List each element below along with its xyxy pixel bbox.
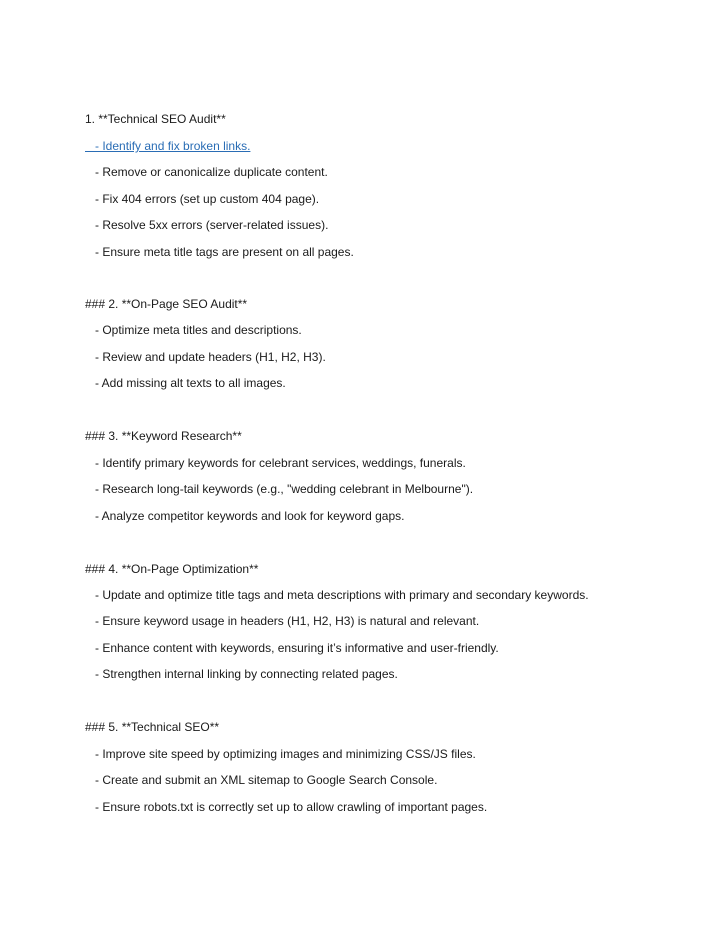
list-item: - Resolve 5xx errors (server-related issues). — [85, 218, 329, 232]
list-item: - Enhance content with keywords, ensuring it’s informative and user-friendly. — [85, 641, 499, 655]
list-item: - Identify primary keywords for celebrant services, weddings, funerals. — [85, 456, 466, 470]
list-item: - Analyze competitor keywords and look for keyword gaps. — [85, 509, 405, 523]
section-heading-on-page-optimization: ### 4. **On-Page Optimization** — [85, 562, 259, 576]
list-item: - Review and update headers (H1, H2, H3). — [85, 350, 326, 364]
section-heading-technical-seo: ### 5. **Technical SEO** — [85, 720, 220, 734]
list-item: - Remove or canonicalize duplicate content. — [85, 165, 328, 179]
link-identify-broken-links[interactable]: - Identify and fix broken links. — [85, 139, 251, 153]
list-item: - Improve site speed by optimizing images and minimizing CSS/JS files. — [85, 747, 476, 761]
list-item: - Ensure robots.txt is correctly set up to allow crawling of important pages. — [85, 800, 488, 814]
section-heading-technical-seo-audit: 1. **Technical SEO Audit** — [85, 112, 226, 126]
list-item: - Ensure meta title tags are present on all pages. — [85, 245, 354, 259]
list-item: - Fix 404 errors (set up custom 404 page). — [85, 192, 320, 206]
list-item: - Add missing alt texts to all images. — [85, 376, 286, 390]
list-item: - Strengthen internal linking by connecting related pages. — [85, 667, 398, 681]
list-item: - Create and submit an XML sitemap to Google Search Console. — [85, 773, 438, 787]
list-item: - Research long-tail keywords (e.g., "wedding celebrant in Melbourne"). — [85, 482, 474, 496]
section-heading-keyword-research: ### 3. **Keyword Research** — [85, 429, 242, 443]
list-item: - Optimize meta titles and descriptions. — [85, 323, 302, 337]
list-item: - Ensure keyword usage in headers (H1, H2, H3) is natural and relevant. — [85, 614, 480, 628]
list-item: - Update and optimize title tags and meta descriptions with primary and secondary keywords. — [85, 588, 589, 602]
section-heading-on-page-seo-audit: ### 2. **On-Page SEO Audit** — [85, 297, 248, 311]
